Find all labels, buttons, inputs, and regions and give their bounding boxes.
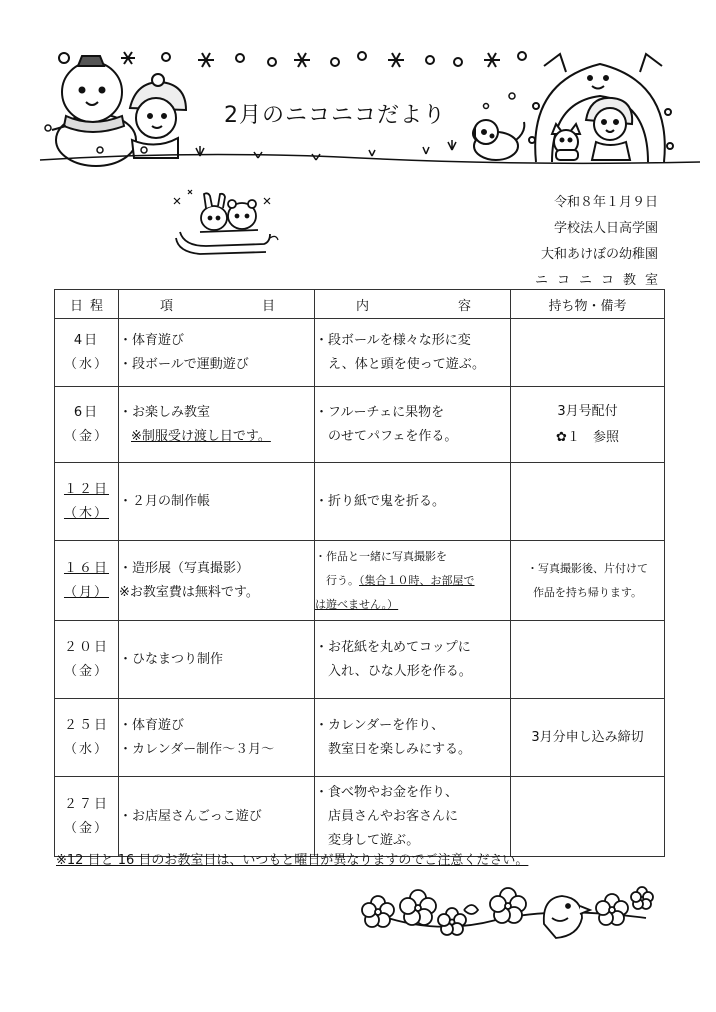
detail-cell <box>315 777 511 857</box>
detail-cell <box>315 387 511 463</box>
detail-line: 教室日を楽しみにする。 <box>315 741 472 757</box>
item-cell <box>119 541 315 621</box>
note-cell <box>511 319 665 387</box>
item-line: ・お店屋さんごっこ遊び <box>119 808 262 824</box>
note-cell <box>511 387 665 463</box>
weekday: （金） <box>63 820 109 836</box>
day: １２日 <box>63 481 109 497</box>
weekday: （金） <box>63 663 109 679</box>
date-cell <box>55 387 119 463</box>
note-cell <box>511 463 665 541</box>
header-date <box>55 290 119 319</box>
flower-icon <box>490 888 526 923</box>
header-item-a: 項 <box>160 298 174 314</box>
issuer-org: 学校法人日高学園 <box>553 221 658 236</box>
table-row <box>55 777 665 857</box>
date-cell <box>55 541 119 621</box>
item-line: ・お楽しみ教室 <box>119 404 211 420</box>
flower-icon <box>438 908 466 935</box>
detail-line: ・食べ物やお金を作り、 <box>315 784 459 800</box>
detail-line: のせてパフェを作る。 <box>315 428 458 444</box>
item-cell <box>119 621 315 699</box>
note-cell <box>511 621 665 699</box>
flower-icon <box>400 890 436 925</box>
date-cell <box>55 777 119 857</box>
item-line: ・造形展（写真撮影） <box>119 560 250 576</box>
day: １６日 <box>63 560 109 576</box>
flower-icon <box>631 887 653 909</box>
date-cell <box>55 699 119 777</box>
table-row <box>55 463 665 541</box>
detail-line: ・作品と一緒に写真撮影を <box>315 549 447 563</box>
header-detail-b: 容 <box>457 298 471 314</box>
header-date-a: 日 <box>70 298 84 314</box>
detail-cell <box>315 699 511 777</box>
note-cell <box>511 777 665 857</box>
flower-icon <box>362 896 394 927</box>
day: 6日 <box>73 404 100 420</box>
weekday: （水） <box>63 356 109 372</box>
note-cell <box>511 699 665 777</box>
detail-cell <box>315 463 511 541</box>
header-note: 持ち物・備考 <box>511 290 665 319</box>
item-cell <box>119 463 315 541</box>
bird-icon <box>544 896 590 938</box>
issuer-school: 大和あけぼの幼稚園 <box>540 247 658 262</box>
weekday: （月） <box>63 584 109 600</box>
date-cell <box>55 463 119 541</box>
table-row <box>55 699 665 777</box>
note-line: 3月分申し込み締切 <box>531 729 644 745</box>
item-line: ・ひなまつり制作 <box>119 651 224 667</box>
newsletter-title: 2月のニコニコだより <box>224 103 446 128</box>
weekday: （金） <box>63 428 109 444</box>
table-header-row <box>55 290 665 319</box>
meeting-notice-cont: は遊べません。） <box>315 597 399 611</box>
date-cell <box>55 621 119 699</box>
schedule-table <box>54 289 665 857</box>
detail-cell <box>315 541 511 621</box>
snowman-icon <box>52 56 136 166</box>
flower-border-icon <box>356 884 656 948</box>
detail-line: 入れ、ひな人形を作る。 <box>315 663 472 679</box>
item-line: ・段ボールで運動遊び <box>119 356 249 372</box>
weekday: （水） <box>63 741 109 757</box>
dog-icon <box>473 120 524 160</box>
table-row <box>55 319 665 387</box>
item-line: ・２月の制作帳 <box>119 493 211 509</box>
detail-fragment: 行う。 <box>315 573 359 587</box>
header-date-b: 程 <box>89 298 103 314</box>
item-line: ・体育遊び <box>119 332 185 348</box>
issuer-class: ニコニコ教室 <box>534 273 667 288</box>
footnote: ※12 日と 16 日のお教室日は、いつもと曜日が異なりますのでご注意ください。 <box>56 853 529 868</box>
item-line: ・体育遊び <box>119 717 185 733</box>
snowflake-row-icon <box>59 52 526 67</box>
uniform-notice: ※制服受け渡し日です。 <box>131 428 271 444</box>
item-cell <box>119 387 315 463</box>
item-line <box>119 425 314 449</box>
child-icon <box>130 74 186 158</box>
sled-icon <box>170 188 280 268</box>
day: 4日 <box>73 332 100 348</box>
day: ２５日 <box>63 717 109 733</box>
detail-line: 変身して遊ぶ。 <box>315 832 420 848</box>
meeting-notice: （集合１０時、お部屋で <box>359 573 475 587</box>
note-line: 3月号配付 <box>557 403 618 419</box>
header-detail <box>315 290 511 319</box>
detail-cell <box>315 319 511 387</box>
header-item-b: 目 <box>261 298 275 314</box>
detail-line: ・カレンダーを作り、 <box>315 717 445 733</box>
header-detail-a: 内 <box>356 298 370 314</box>
detail-line: え、体と頭を使って遊ぶ。 <box>315 356 486 372</box>
detail-line: ・段ボールを様々な形に変 <box>315 332 471 348</box>
detail-line: 店員さんやお客さんに <box>315 808 459 824</box>
detail-line: ・フルーチェに果物を <box>315 404 445 420</box>
weekday: （木） <box>63 505 109 521</box>
issuer-block <box>534 190 667 294</box>
cat-icon <box>552 124 580 160</box>
detail-line <box>315 593 510 617</box>
item-cell <box>119 699 315 777</box>
header-item <box>119 290 315 319</box>
item-cell <box>119 777 315 857</box>
date-cell <box>55 319 119 387</box>
item-cell <box>119 319 315 387</box>
day: ２０日 <box>63 639 109 655</box>
issue-date: 令和８年１月９日 <box>553 195 658 210</box>
table-row <box>55 541 665 621</box>
detail-cell <box>315 621 511 699</box>
detail-line: ・折り紙で鬼を折る。 <box>315 493 446 509</box>
header-illustration <box>0 0 716 170</box>
item-line: ・カレンダー制作～３月～ <box>119 741 275 757</box>
note-cell <box>511 541 665 621</box>
table-row <box>55 387 665 463</box>
table-row <box>55 621 665 699</box>
day: ２７日 <box>63 796 109 812</box>
note-line: ・写真撮影後、片付けて <box>527 561 648 575</box>
flower-icon <box>596 894 628 925</box>
note-line: 作品を持ち帰ります。 <box>532 585 643 599</box>
detail-line <box>315 569 510 593</box>
detail-line: ・お花紙を丸めてコップに <box>315 639 471 655</box>
note-line: ✿１ 参照 <box>556 429 619 445</box>
item-line: ※お教室費は無料です。 <box>119 584 259 600</box>
